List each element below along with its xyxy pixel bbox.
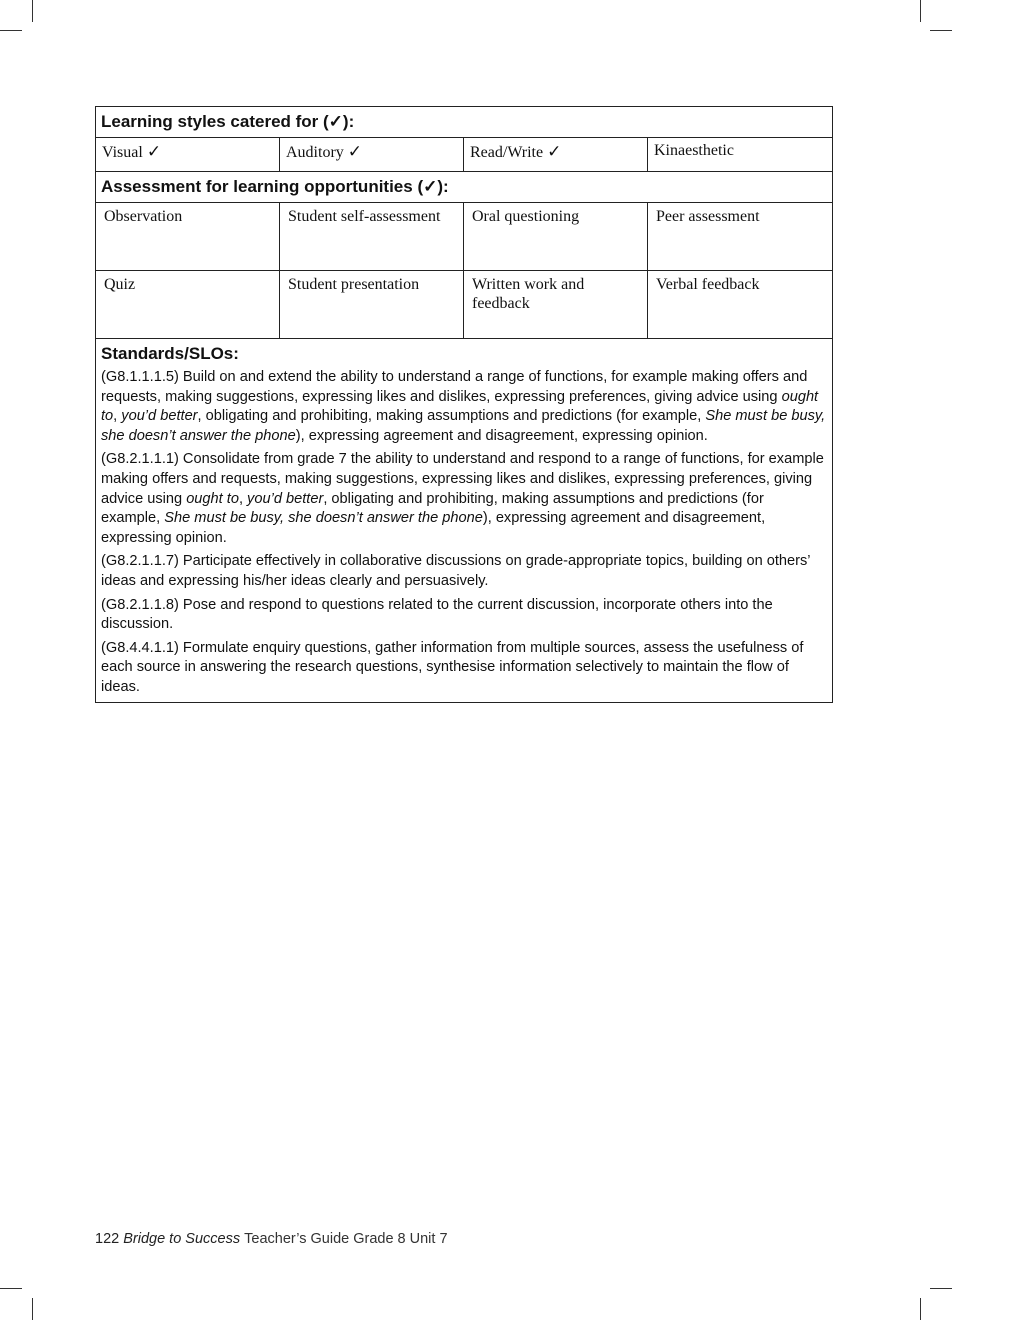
slo-item: (G8.2.1.1.1) Consolidate from grade 7 the ability to understand and respond to a range of functions, for example making offers and requests, making suggestions, expressing likes and dislikes, expressing preferences, giving advice using ought to, you’d better, obligating and prohibiting, making assumptions and predictions (for example, She must be busy, she doesn’t answer the phone), expressing agreement and disagreement, expressing opinion. (101, 451, 824, 546)
book-title: Bridge to Success (123, 1231, 241, 1247)
standards-section (96, 339, 833, 703)
checkmark-icon: ✓ (347, 142, 363, 162)
assessment-cell: Student presentation (280, 271, 464, 339)
learning-styles-heading: Learning styles catered for (✓): (96, 107, 833, 138)
style-kinaesthetic: Kinaesthetic (648, 138, 833, 172)
crop-mark (920, 0, 921, 22)
learning-styles-row (96, 138, 833, 172)
assessment-cell: Oral questioning (464, 203, 648, 271)
style-visual: Visual ✓ (96, 138, 280, 172)
assessment-heading: Assessment for learning opportunities (✓): (96, 172, 833, 203)
crop-mark (920, 1298, 921, 1320)
assessment-cell: Written work and feedback (464, 271, 648, 339)
page-number: 122 (95, 1231, 120, 1247)
style-read-write: Read/Write ✓ (464, 138, 648, 172)
crop-mark (32, 1298, 33, 1320)
assessment-cell: Student self-assessment (280, 203, 464, 271)
assessment-cell: Observation (96, 203, 280, 271)
crop-mark (930, 30, 952, 31)
slo-item: (G8.2.1.1.8) Pose and respond to questions related to the current discussion, incorporate others into the discussion. (101, 596, 773, 633)
checkmark-icon: ✓ (547, 142, 562, 162)
assessment-cell: Quiz (96, 271, 280, 339)
assessment-row (96, 203, 833, 271)
crop-mark (0, 30, 22, 31)
assessment-cell: Peer assessment (648, 203, 833, 271)
standards-heading: Standards/SLOs: (101, 344, 239, 363)
slo-item: (G8.2.1.1.7) Participate effectively in collaborative discussions on grade-appropriate topics, building on others’ ideas and expressing his/her ideas clearly and persuasively. (101, 553, 811, 589)
page-footer (95, 1231, 448, 1247)
crop-mark (930, 1288, 952, 1289)
footer-subtitle: Teacher’s Guide Grade 8 Unit 7 (244, 1231, 448, 1247)
assessment-cell: Verbal feedback (648, 271, 833, 339)
assessment-row (96, 271, 833, 339)
slo-item: (G8.1.1.1.5) Build on and extend the ability to understand a range of functions, for example making offers and requests, making suggestions, expressing likes and dislikes, expressing preferences, giving advice using ought to, you’d better, obligating and prohibiting, making assumptions and predictions (for example, She must be busy, she doesn’t answer the phone), expressing agreement and disagreement, expressing opinion. (101, 369, 826, 444)
crop-mark (0, 1288, 22, 1289)
style-auditory: Auditory ✓ (280, 138, 464, 172)
crop-mark (32, 0, 33, 22)
slo-item: (G8.4.4.1.1) Formulate enquiry questions, gather information from multiple sources, assess the usefulness of each source in answering the research questions, synthesise information selectively to maintain the flow of ideas. (101, 639, 804, 695)
checkmark-icon: ✓ (146, 142, 162, 162)
lesson-plan-table (95, 106, 833, 703)
